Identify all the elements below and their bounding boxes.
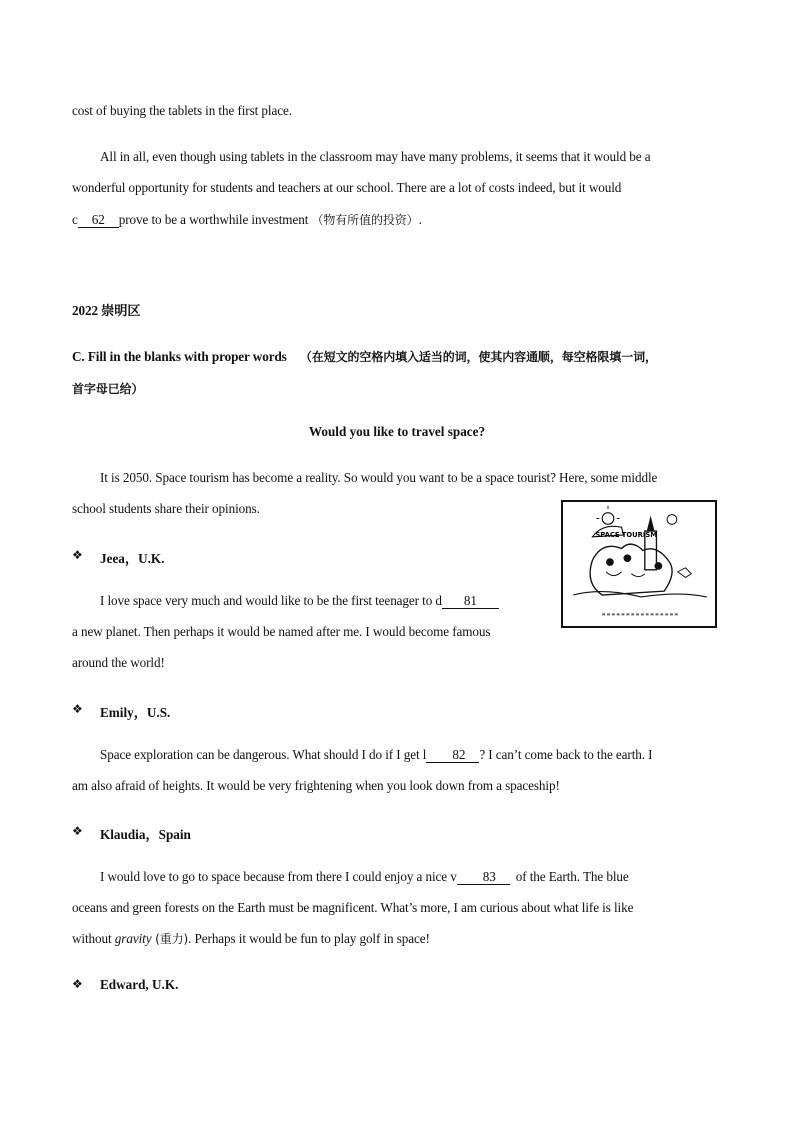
cartoon-sign: SPACE TOURISM [595, 530, 657, 539]
text-fragment: ? I can’t come back to the earth. I [479, 747, 653, 762]
text-fragment: Space exploration can be dangerous. What should I do if I get l [100, 747, 427, 762]
blank-tail [485, 594, 499, 609]
text-line-blank-62 [72, 212, 422, 228]
section-title-text: 2022 崇明区 [72, 303, 141, 318]
section-title [72, 303, 140, 319]
text-line: around the world! [72, 655, 165, 670]
bullet-icon: ❖ [72, 977, 83, 991]
speaker-name: Emily，U.S. [100, 705, 171, 720]
blank-81[interactable]: 81 [442, 594, 485, 609]
text-line: It is 2050. Space tourism has become a reality. So would you want to be a space tourist? Here, some middle [100, 470, 658, 485]
text-fragment: c [72, 212, 78, 227]
text-line: cost of buying the tablets in the first place. [72, 103, 292, 118]
speaker-name: Klaudia，Spain [100, 827, 191, 842]
text-fragment: . [418, 212, 422, 227]
text-fragment: prove to be a worthwhile investment [118, 212, 312, 227]
instruction-cn: （在短文的空格内填入适当的词，使其内容通顺，每空格限填一词， [299, 350, 657, 364]
bullet-icon: ❖ [72, 548, 83, 562]
blank-82[interactable]: 82 [426, 748, 479, 763]
bullet-icon: ❖ [72, 824, 83, 838]
text-line: All in all, even though using tablets in the classroom may have many problems, it seems that it would be a [100, 149, 651, 164]
instruction-en: C. Fill in the blanks with proper words [72, 349, 287, 364]
text-line: school students share their opinions. [72, 501, 260, 516]
text-fragment: I would love to go to space because from there I could enjoy a nice v [100, 869, 457, 884]
text-line: wonderful opportunity for students and teachers at our school. There are a lot of costs indeed, but it would [72, 180, 622, 195]
text-line-blank-81 [100, 593, 499, 609]
text-line: a new planet. Then perhaps it would be named after me. I would become famous [72, 624, 491, 639]
text-line-blank-82 [100, 747, 652, 763]
blank-62[interactable]: 62 [78, 213, 119, 228]
bullet-icon: ❖ [72, 702, 83, 716]
space-tourism-cartoon [561, 500, 717, 628]
chinese-note: （物有所值的投资） [311, 213, 419, 227]
instruction-line-2 [72, 381, 143, 397]
instruction-cn-2: 首字母已给） [72, 382, 144, 396]
speaker-name: Jeea，U.K. [100, 551, 165, 566]
text-fragment: without [72, 931, 115, 946]
speaker-name: Edward, U.K. [100, 977, 179, 992]
text-line-blank-83 [100, 869, 629, 885]
text-fragment: I love space very much and would like to be the first teenager to d [100, 593, 442, 608]
article-title: Would you like to travel space? [308, 424, 486, 439]
chinese-note: (重力) [151, 932, 189, 946]
instruction-line [72, 349, 657, 365]
text-line [72, 931, 430, 947]
text-line: am also afraid of heights. It would be very frightening when you look down from a spaceship! [72, 778, 560, 793]
text-fragment: . Perhaps it would be fun to play golf in space! [188, 931, 430, 946]
italic-term: gravity [114, 931, 152, 946]
text-line: oceans and green forests on the Earth must be magnificent. What’s more, I am curious about what life is like [72, 900, 634, 915]
cartoon-drawing [563, 502, 715, 626]
text-fragment: of the Earth. The blue [515, 869, 629, 884]
blank-83[interactable]: 83 [457, 870, 510, 885]
